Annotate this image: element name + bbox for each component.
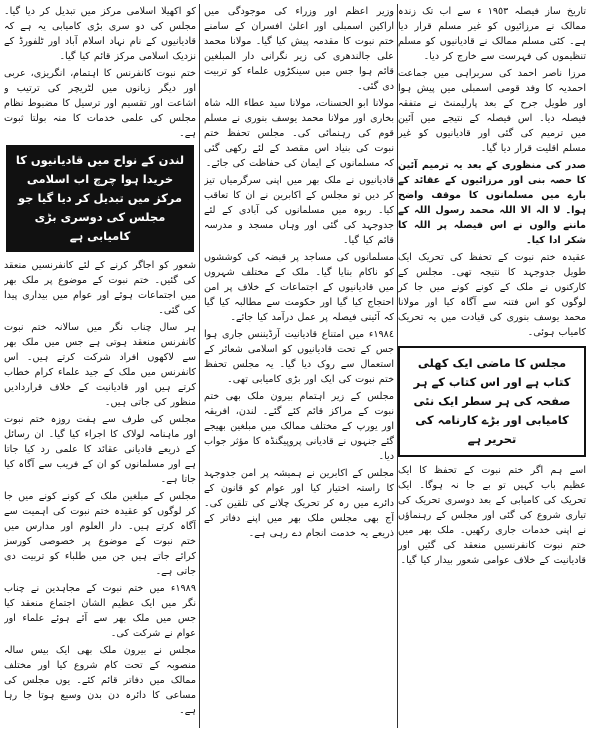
paragraph: اسے ہم اگر ختم نبوت کے تحفظ کا ایک عظیم باب کہیں تو بے جا نہ ہوگا۔ ایک تحریک کی کامیابی کے بعد دوسری تحریک کی تیاری شروع کی گئی اور مجلس کے رہنماؤں نے اپنی خدمات جاری رکھیں۔ ملک بھر میں ختم نبوت کانفرنسیں منعقد کی گئیں اور قادیانیت کے خلاف عوامی شعور بیدار کیا گیا۔	[398, 465, 586, 566]
article-column-right	[398, 4, 586, 728]
paragraph: ہر سال چناب نگر میں سالانہ ختم نبوت کانفرنس منعقد ہوتی ہے جس میں ملک بھر سے لاکھوں افراد شرکت کرتے ہیں۔ اس کانفرنس میں ملک کے جید علماء کرام خطاب کرتے ہیں اور قادیانیت کے خلاف قراردادیں منظور کی جاتی ہیں۔	[4, 322, 196, 408]
paragraph: شعور کو اجاگر کرنے کے لئے کانفرنسیں منعقد کی گئیں۔ ختم نبوت کے موضوع پر ملک بھر میں اجتماعات ہوئے اور عوام میں بیداری پیدا کی گئی۔	[4, 260, 196, 316]
paragraph: مجلس کے زیر اہتمام بیرون ملک بھی ختم نبوت کے مراکز قائم کئے گئے۔ لندن، افریقہ اور یورپ کے مختلف ممالک میں مبلغین بھیجے گئے جنہوں نے قادیانی پروپیگنڈہ کا مؤثر جواب دیا۔	[204, 391, 394, 462]
pull-quote-box: مجلس کا ماضی ایک کھلی کتاب ہے اور اس کتاب کے ہر صفحہ کی ہر سطر ایک نئی کامیابی اور بڑے کارنامہ کی تحریر ہے	[398, 346, 586, 457]
paragraph: صدر کی منظوری کے بعد یہ ترمیم آئین کا حصہ بنی اور مرزائیوں کے عقائد کے بارے میں مسلمانوں کا موقف واضح ہوا۔ لا الہ الا اللہ محمد رسول اللہ کے ماننے والوں نے اس فیصلہ پر اللہ کا شکر ادا کیا۔	[398, 160, 586, 246]
paragraph: قادیانیوں نے ملک بھر میں اپنی سرگرمیاں تیز کر دیں تو مجلس کے اکابرین نے ان کا تعاقب کیا۔ ربوہ میں مسلمانوں کی آبادی کے لئے جدوجہد کی گئی اور وہاں مسجد و مدرسہ قائم کیا گیا۔	[204, 175, 394, 246]
paragraph: ختم نبوت کانفرنس کا اہتمام، انگریزی، عربی اور دیگر زبانوں میں لٹریچر کی ترتیب و اشاعت اور تقسیم اور ترسیل کا مضبوط نظام مجلس کی علمی خدمات کا منہ بولتا ثبوت ہے۔	[4, 68, 196, 139]
paragraph: مسلمانوں کی مساجد پر قبضہ کی کوششوں کو ناکام بنایا گیا۔ ملک کے مختلف شہروں میں قادیانیوں کے اجتماعات کے خلاف پر امن احتجاج کیا گیا اور حکومت سے مطالبہ کیا گیا کہ آئینی فیصلہ پر عمل درآمد کیا جائے۔	[204, 252, 394, 323]
article-column-left	[4, 4, 196, 728]
paragraph: مجلس کے اکابرین نے ہمیشہ پر امن جدوجہد کا راستہ اختیار کیا اور عوام کو قانون کے دائرے میں رہ کر تحریک چلانے کی تلقین کی۔ آج بھی مجلس ملک بھر میں اپنے دفاتر کے ذریعے یہ خدمت انجام دے رہی ہے۔	[204, 468, 394, 539]
paragraph: مجلس نے بیرون ملک بھی ایک بیس سالہ منصوبہ کے تحت کام شروع کیا اور مختلف ممالک میں دفاتر قائم کئے۔ یوں مجلس کی مساعی کا دائرہ دن بدن وسیع ہوتا جا رہا ہے۔	[4, 645, 196, 716]
paragraph: ١٩٨٩ء میں ختم نبوت کے مجاہدین نے چناب نگر میں ایک عظیم الشان اجتماع منعقد کیا جس میں ملک بھر سے آئے ہوئے علماء اور عوام نے شرکت کی۔	[4, 583, 196, 639]
article-column-middle	[204, 4, 394, 728]
paragraph: ١٩٨٤ء میں امتناع قادیانیت آرڈیننس جاری ہوا جس کے تحت قادیانیوں کو اسلامی شعائر کے استعمال سے روک دیا گیا۔ یہ مجلس تحفظ ختم نبوت کی ایک اور بڑی کامیابی تھی۔	[204, 329, 394, 385]
column-divider	[199, 4, 200, 728]
paragraph: عقیدہ ختم نبوت کے تحفظ کی تحریک ایک طویل جدوجہد کا نتیجہ تھی۔ مجلس کے کارکنوں نے ملک کے کونے کونے میں جا کر لوگوں کو اس فتنہ سے آگاہ کیا اور مولانا محمد یوسف بنوری کی قیادت میں یہ تحریک کامیاب ہوئی۔	[398, 252, 586, 338]
paragraph: کو اکھیلا اسلامی مرکز میں تبدیل کر دیا گیا۔ مجلس کی دو سری بڑی کامیابی یہ ہے کہ قادیانیوں کے نام نہاد اسلام آباد اور ٹلفورڈ کے نزدیک اسلامی مرکز قائم کیا گیا۔	[4, 6, 196, 62]
paragraph: مولانا ابو الحسنات، مولانا سید عطاء اللہ شاہ بخاری اور مولانا محمد یوسف بنوری نے مسلم قوم کی رہنمائی کی۔ مجلس تحفظ ختم نبوت کی بنیاد اس مقصد کے لئے رکھی گئی کہ مسلمانوں کے ایمان کی حفاظت کی جائے۔	[204, 98, 394, 169]
paragraph: مجلس کے مبلغین ملک کے کونے کونے میں جا کر لوگوں کو عقیدہ ختم نبوت کی اہمیت سے آگاہ کرتے ہیں۔ دار العلوم اور مدارس میں ختم نبوت کے موضوع پر خصوصی کورسز کرائے جاتے ہیں جن میں طلباء کو تربیت دی جاتی ہے۔	[4, 491, 196, 577]
highlight-box: لندن کے نواح میں قادیانیوں کا خریدا ہوا چرچ اب اسلامی مرکز میں تبدیل کر دیا گیا جو مجلس کی دوسری بڑی کامیابی ہے	[6, 145, 194, 252]
paragraph: تاریخ ساز فیصلہ ١٩٥٣ ء سے اب تک زندہ ممالک نے مرزائیوں کو غیر مسلم قرار دیا ہے۔ کئی مسلم ممالک نے قادیانیوں کو مسلم تنظیموں کی فہرست سے خارج کر دیا۔	[398, 6, 586, 62]
paragraph: مجلس کی طرف سے ہفت روزہ ختم نبوت اور ماہنامہ لولاک کا اجراء کیا گیا۔ ان رسائل کے ذریعے قادیانی عقائد کا علمی رد کیا جاتا ہے اور مسلمانوں کو ان کے فریب سے آگاہ کیا جاتا ہے۔	[4, 414, 196, 485]
paragraph: مرزا ناصر احمد کی سربراہی میں جماعت احمدیہ کا وفد قومی اسمبلی میں پیش ہوا اور طویل جرح کے بعد پارلیمنٹ نے متفقہ فیصلہ دیا۔ اس فیصلہ کے نتیجے میں آئین میں ترمیم کی گئی اور قادیانیوں کو غیر مسلم اقلیت قرار دیا گیا۔	[398, 68, 586, 154]
paragraph: وزیر اعظم اور وزراء کی موجودگی میں اراکین اسمبلی اور اعلیٰ افسران کے سامنے ختم نبوت کا مقدمہ پیش کیا گیا۔ مولانا محمد علی جالندھری کی زیر نگرانی دار المبلغین قائم ہوا جس میں سینکڑوں علماء کو تربیت دی گئی۔	[204, 6, 394, 92]
